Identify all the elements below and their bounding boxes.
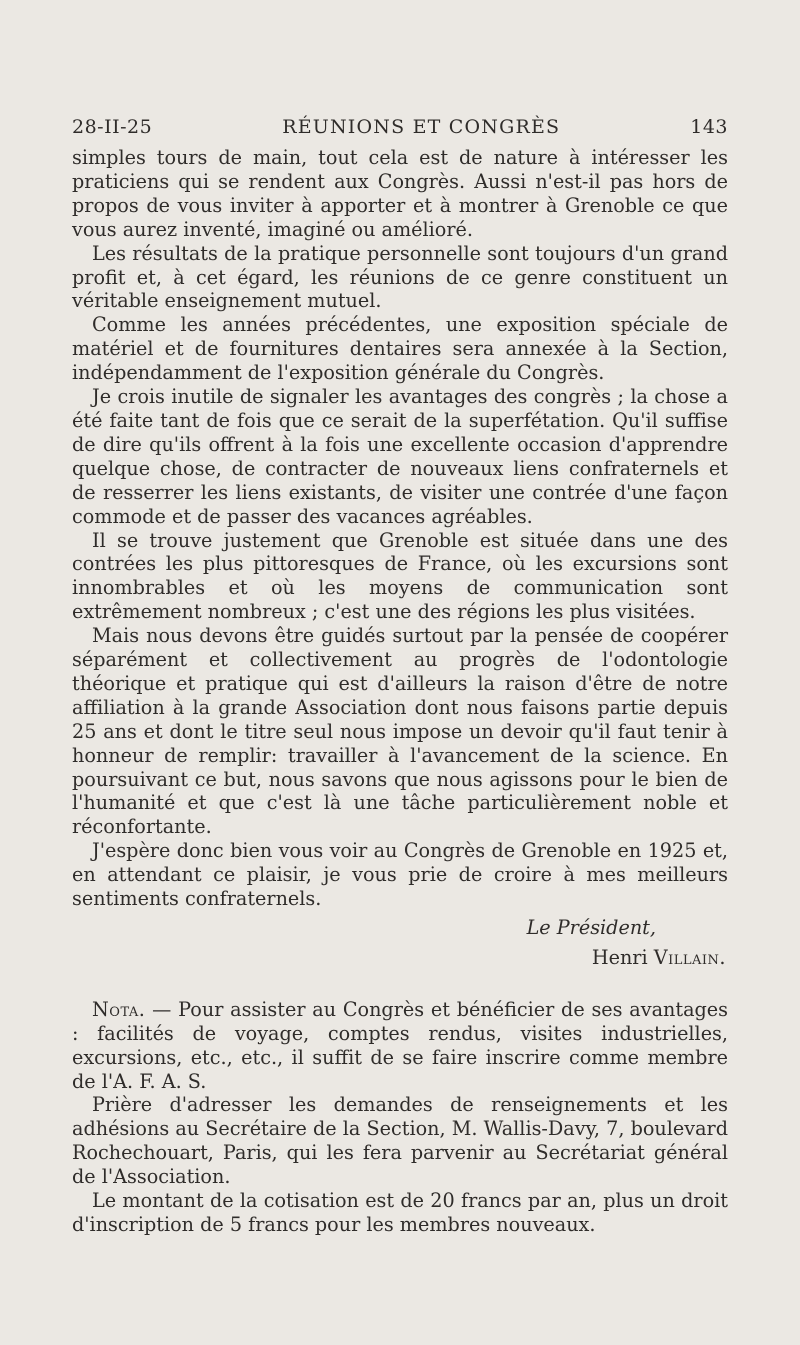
document-page bbox=[72, 116, 728, 1237]
paragraph-2: Les résultats de la pratique personnelle sont toujours d'un grand profit et, à cet égard, les réunions de ce genre constituent un véritable enseignement mutuel. bbox=[72, 241, 728, 313]
paragraph-1: simples tours de main, tout cela est de nature à intéresser les praticiens qui se rendent aux Congrès. Aussi n'est-il pas hors de propos de vous inviter à apporter et à montrer à Grenoble ce que vous aurez inventé, imaginé ou amélioré. bbox=[72, 146, 728, 241]
signature-role: Le Président, bbox=[526, 916, 656, 939]
header-title: RÉUNIONS ET CONGRÈS bbox=[282, 116, 561, 138]
signature-name bbox=[72, 946, 728, 970]
paragraph-7: J'espère donc bien vous voir au Congrès de Grenoble en 1925 et, en attendant ce plaisir, je vous prie de croire à mes meilleurs sentiments confraternels. bbox=[72, 839, 728, 911]
running-header bbox=[72, 116, 728, 146]
nota-paragraph-3: Le montant de la cotisation est de 20 francs par an, plus un droit d'inscription de 5 francs pour les membres nouveaux. bbox=[72, 1189, 728, 1236]
nota-paragraph-2: Prière d'adresser les demandes de renseignements et les adhésions au Secrétaire de la Section, M. Wallis-Davy, 7, boulevard Rochechouart, Paris, qui les fera parvenir au Secrétariat général de l'Association. bbox=[72, 1093, 728, 1189]
letter-body bbox=[72, 146, 728, 911]
signature-block bbox=[72, 916, 728, 970]
signature-last-name: Villain. bbox=[653, 945, 726, 969]
signature-first-name: Henri bbox=[591, 945, 648, 969]
paragraph-3: Comme les années précédentes, une exposition spéciale de matériel et de fournitures dentaires sera annexée à la Section, indépendamment de l'exposition générale du Congrès. bbox=[72, 313, 728, 385]
paragraph-6: Mais nous devons être guidés surtout par la pensée de coopérer séparément et collectivement au progrès de l'odontologie théorique et pratique qui est d'ailleurs la raison d'être de notre affiliation à la grande Association dont nous faisons partie depuis 25 ans et dont le titre seul nous impose un devoir qu'il faut tenir à honneur de remplir: travailler à l'avancement de la science. En poursuivant ce but, nous savons que nous agissons pour le bien de l'humanité et que c'est là une tâche particulièrement noble et réconfortante. bbox=[72, 624, 728, 839]
header-date: 28-II-25 bbox=[72, 116, 153, 138]
page-number: 143 bbox=[690, 116, 728, 138]
paragraph-5: Il se trouve justement que Grenoble est située dans une des contrées les plus pittoresques de France, où les excursions sont innombrables et où les moyens de communication sont extrêmement nombreux ; c'est une des régions les plus visitées. bbox=[72, 528, 728, 624]
paragraph-4: Je crois inutile de signaler les avantages des congrès ; la chose a été faite tant de fois que ce serait de la superfétation. Qu'il suffise de dire qu'ils offrent à la fois une excellente occasion d'apprendre quelque chose, de contracter de nouveaux liens confraternels et de resserrer les liens existants, de visiter une contrée d'une façon commode et de passer des vacances agréables. bbox=[72, 385, 728, 528]
nota-label: Nota. bbox=[92, 997, 146, 1021]
nota-text: — Pour assister au Congrès et bénéficier de ses avantages : facilités de voyage, comptes rendus, visites industrielles, excursions, etc., etc., il suffit de se faire inscrire comme membre de l'A. F. A. S. bbox=[72, 997, 728, 1093]
nota-section bbox=[72, 998, 728, 1237]
nota-paragraph-1 bbox=[72, 998, 728, 1094]
